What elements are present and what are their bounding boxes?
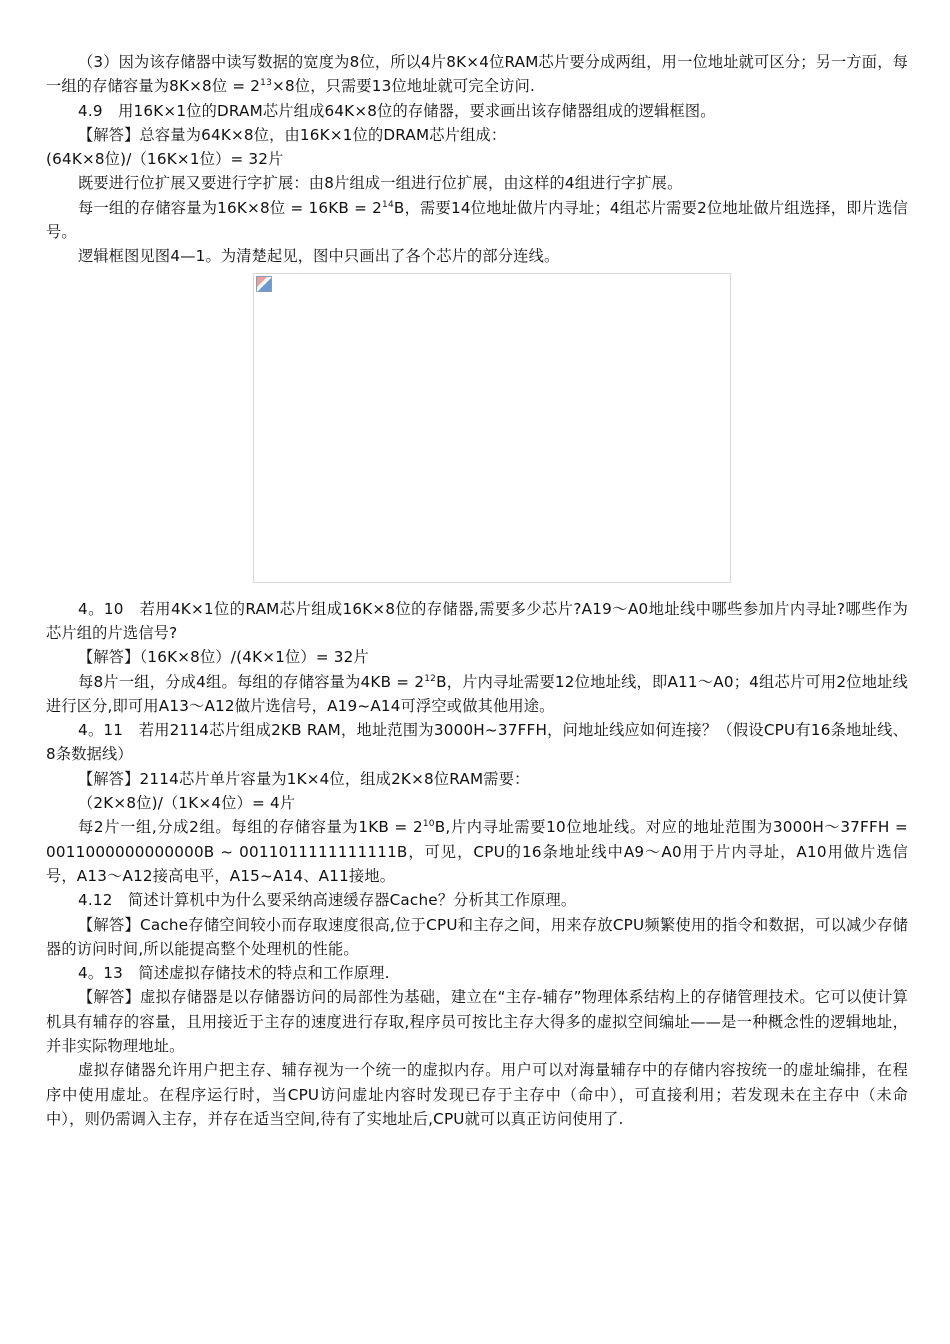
superscript: 13 <box>260 78 273 89</box>
answer-4-13-para-1: 【解答】虚拟存储器是以存储器访问的局部性为基础，建立在“主存-辅存”物理体系结构上的存储管理技术。它可以使计算机具有辅存的容量，且用接近于主存的速度进行存取,程序员可按比主存大得多的虚拟空间编址——是一种概念性的逻辑地址，并非实际物理地址。 <box>46 988 908 1056</box>
question-4-9: 4.9 用16K×1位的DRAM芯片组成64K×8位的存储器，要求画出该存储器组成的逻辑框图。 <box>78 101 716 120</box>
question-4-11: 4。11 若用2114芯片组成2KB RAM，地址范围为3000H~37FFH，问地址线应如何连接？（假设CPU有16条地址线、8条数据线） <box>46 721 908 764</box>
broken-image-icon <box>256 276 272 292</box>
question-4-10: 4。10 若用4K×1位的RAM芯片组成16K×8位的存储器,需要多少芯片?A19～A0地址线中哪些参加片内寻址?哪些作为芯片组的片选信号? <box>46 599 908 642</box>
text: 每一组的存储容量为16K×8位 = 16KB = 2 <box>78 198 383 217</box>
text: 每2片一组,分成2组。每组的存储容量为1KB = 2 <box>78 818 423 837</box>
answer-4-10-line-2 <box>46 670 908 719</box>
superscript: 10 <box>422 819 435 830</box>
question-4-12: 4.12 简述计算机中为什么要采纳高速缓存器Cache？分析其工作原理。 <box>78 891 577 910</box>
superscript: 12 <box>424 673 437 684</box>
answer-4-9-line-5: 逻辑框图见图4—1。为清楚起见，图中只画出了各个芯片的部分连线。 <box>78 247 560 266</box>
answer-4-12: 【解答】Cache存储空间较小而存取速度很高,位于CPU和主存之间，用来存放CPU频繁使用的指令和数据，可以减少存储器的访问时间,所以能提高整个处理机的性能。 <box>46 915 908 958</box>
answer-4-11-line-3 <box>46 815 908 888</box>
answer-4-13-para-2: 虚拟存储器允许用户把主存、辅存视为一个统一的虚拟内存。用户可以对海量辅存中的存储内容按统一的虚址编排，在程序中使用虚址。在程序运行时，当CPU访问虚址内容时发现已存于主存中（命中），可直接利用；若发现未在主存中（未命中），则仍需调入主存，并存在适当空间,待有了实地址后,CPU就可以真正访问使用了. <box>46 1061 908 1128</box>
answer-4-9-line-3: 既要进行位扩展又要进行字扩展：由8片组成一组进行位扩展，由这样的4组进行字扩展。 <box>78 174 683 193</box>
text: ×8位，只需要13位地址就可完全访问. <box>272 77 535 96</box>
answer-4-11-formula: （2K×8位)/（1K×4位）= 4片 <box>78 794 296 813</box>
paragraph-3 <box>46 50 908 99</box>
answer-4-10-line-1: 【解答】（16K×8位）/(4K×1位）= 32片 <box>78 648 369 667</box>
text: （3）因为该存储器中读写数据的宽度为8位，所以4片8K×4位RAM芯片要分成两组，用一位地址就可区分；另一方面，每一组的存储容量为8K×8位 = 2 <box>46 53 908 96</box>
answer-4-9-line-4 <box>46 196 908 245</box>
document-page <box>46 50 908 1131</box>
answer-4-11-line-1: 【解答】2114芯片单片容量为1K×4位，组成2K×8位RAM需要： <box>78 769 530 788</box>
text: B，需要14位地址做片内寻址；4组芯片需要2位地址做片组选择，即片选信号。 <box>46 198 908 242</box>
text: B，片内寻址需要12位地址线，即A11～A0；4组芯片可用2位地址线进行区分,即可用A13～A12做片选信号，A19~A14可浮空或做其他用途。 <box>46 672 908 715</box>
text: 每8片一组，分成4组。每组的存储容量为4KB = 2 <box>78 672 425 691</box>
superscript: 14 <box>382 199 394 210</box>
answer-4-9-formula: (64K×8位)/（16K×1位）= 32片 <box>46 150 284 169</box>
figure-placeholder <box>253 273 731 583</box>
answer-4-9-line-1: 【解答】总容量为64K×8位，由16K×1位的DRAM芯片组成： <box>78 125 507 144</box>
text: B,片内寻址需要10位地址线。对应的地址范围为3000H～37FFH = 0011000000000000B ~ 0011011111111111B，可见，CPU的16条地址线中A9～A0用于片内寻址，A10用做片选信号，A13～A12接高电平，A15~A14、A11接地。 <box>46 818 908 885</box>
question-4-13: 4。13 简述虚拟存储技术的特点和工作原理. <box>78 964 390 983</box>
